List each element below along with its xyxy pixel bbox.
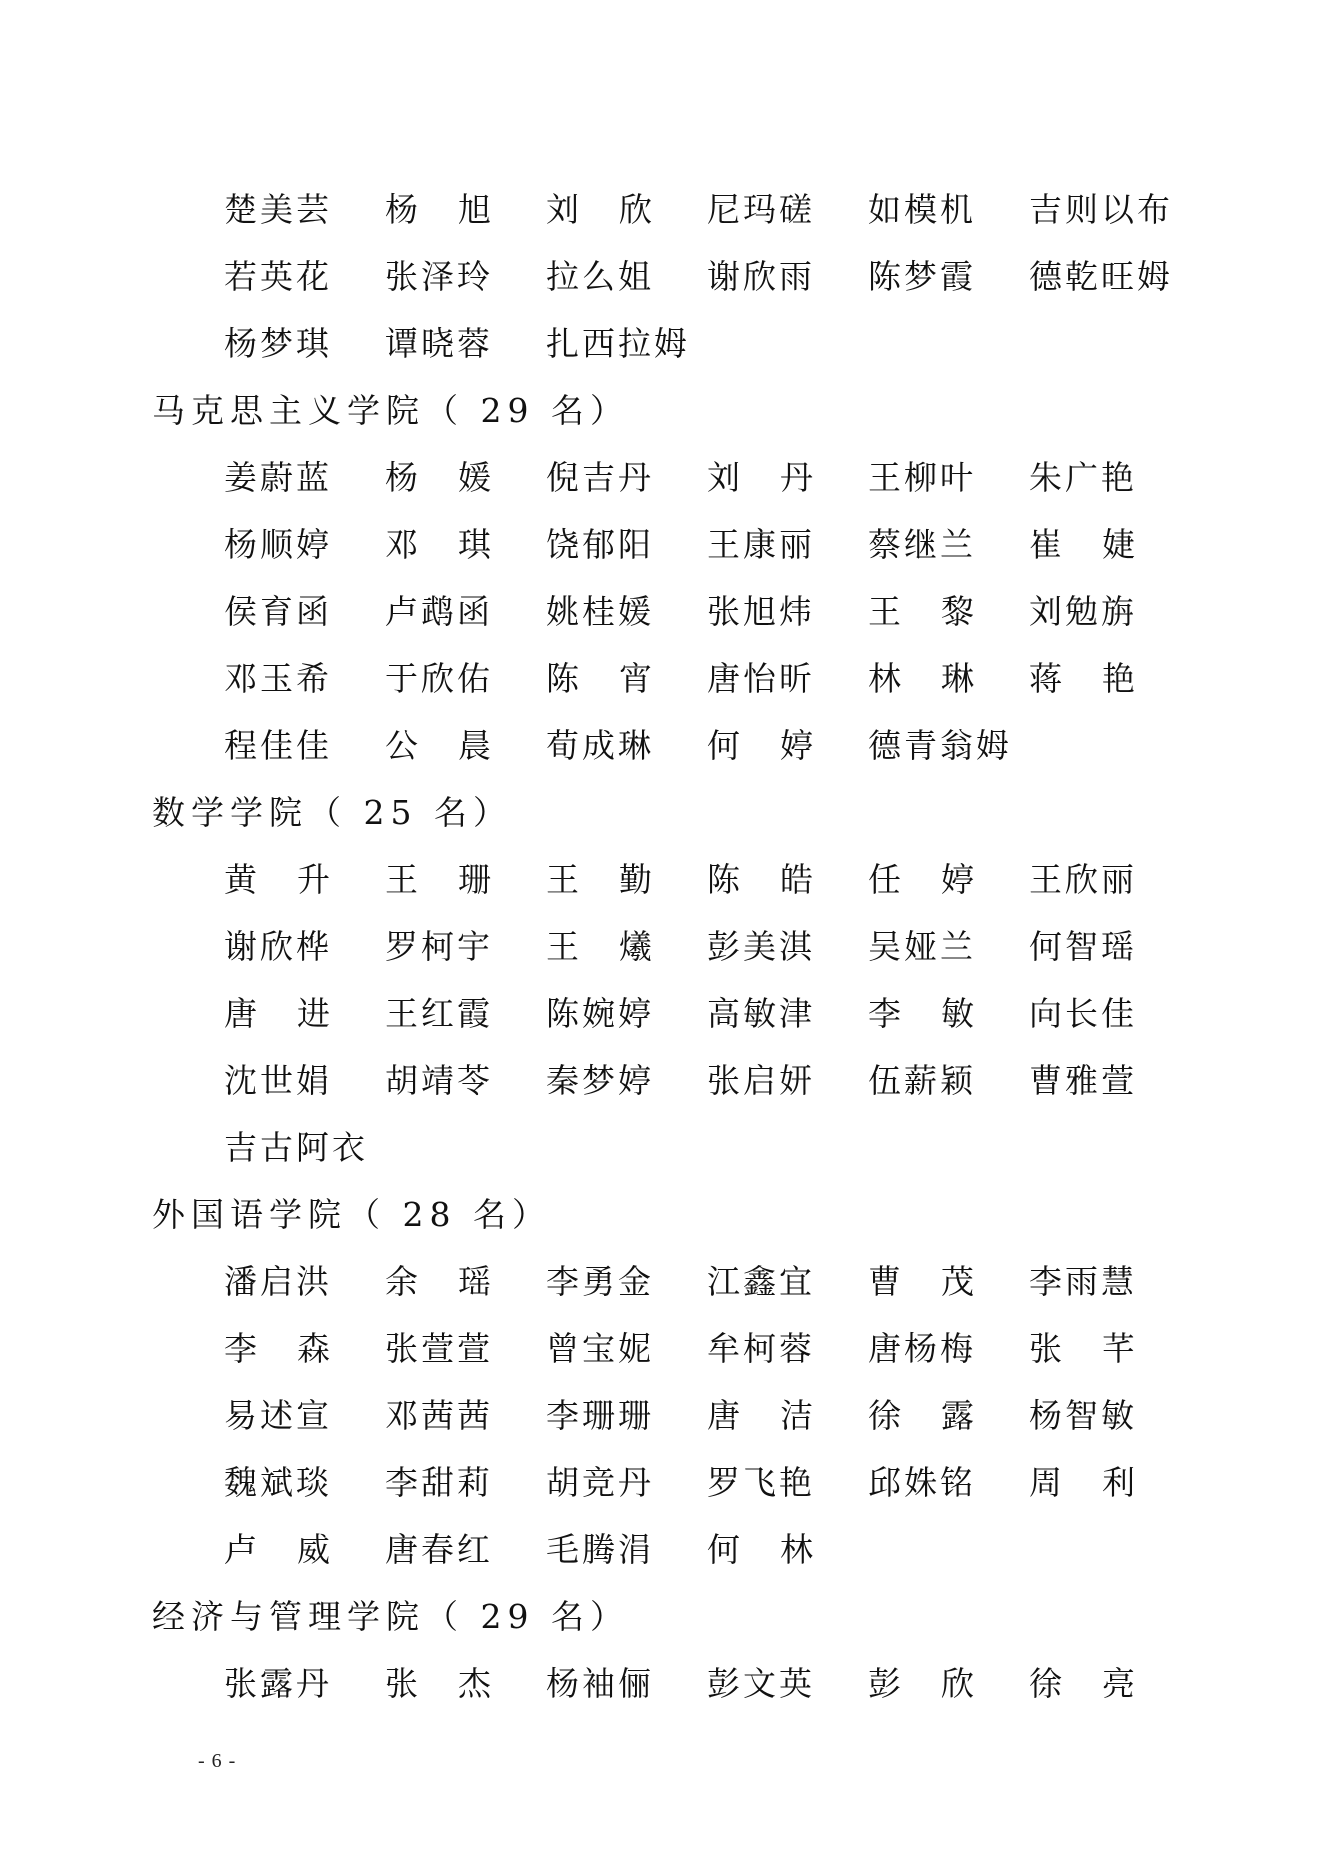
person-name: 王珊 — [385, 860, 531, 899]
person-name: 姜蔚蓝 — [224, 458, 332, 497]
person-name: 谢欣桦 — [224, 927, 332, 966]
person-name: 姚桂媛 — [546, 592, 654, 631]
person-name: 张启妍 — [707, 1061, 815, 1100]
name-row — [188, 511, 1188, 578]
person-name: 何智瑶 — [1029, 927, 1137, 966]
name-row — [188, 1449, 1188, 1516]
name-row — [188, 243, 1188, 310]
person-name: 余瑶 — [385, 1262, 531, 1301]
person-name: 林琳 — [868, 659, 1014, 698]
person-name: 高敏津 — [707, 994, 815, 1033]
person-name: 杨梦琪 — [224, 324, 332, 363]
person-name: 张萱萱 — [385, 1329, 493, 1368]
person-name: 邓玉希 — [224, 659, 332, 698]
person-name: 彭欣 — [868, 1664, 1014, 1703]
person-name: 邓琪 — [385, 525, 531, 564]
person-name: 李雨慧 — [1029, 1262, 1137, 1301]
person-name: 李珊珊 — [546, 1396, 654, 1435]
name-row — [188, 980, 1188, 1047]
section-block — [152, 1583, 1188, 1717]
person-name: 邱姝铭 — [868, 1463, 976, 1502]
person-name: 徐露 — [868, 1396, 1014, 1435]
person-name: 吴娅兰 — [868, 927, 976, 966]
person-name: 杨袖俪 — [546, 1664, 654, 1703]
person-name: 饶郁阳 — [546, 525, 654, 564]
person-name: 胡靖苓 — [385, 1061, 493, 1100]
person-name: 李敏 — [868, 994, 1014, 1033]
person-name: 陈梦霞 — [868, 257, 976, 296]
section-heading: 经济与管理学院（ 29 名） — [152, 1597, 629, 1636]
person-name: 曾宝妮 — [546, 1329, 654, 1368]
person-name: 刘欣 — [546, 190, 692, 229]
name-row — [188, 712, 1188, 779]
person-name: 刘勉旃 — [1029, 592, 1137, 631]
person-name: 王勤 — [546, 860, 692, 899]
name-row — [188, 176, 1188, 243]
name-list-content — [152, 176, 1188, 1717]
section-heading: 数学学院（ 25 名） — [152, 793, 512, 832]
name-row — [188, 1248, 1188, 1315]
person-name: 何婷 — [707, 726, 853, 765]
person-name: 朱广艳 — [1029, 458, 1137, 497]
person-name: 杨智敏 — [1029, 1396, 1137, 1435]
person-name: 伍薪颖 — [868, 1061, 976, 1100]
person-name: 楚美芸 — [224, 190, 332, 229]
person-name: 唐洁 — [707, 1396, 853, 1435]
person-name: 谢欣雨 — [707, 257, 815, 296]
name-row — [188, 1114, 1188, 1181]
person-name: 邓茜茜 — [385, 1396, 493, 1435]
name-row — [188, 645, 1188, 712]
person-name: 于欣佑 — [385, 659, 493, 698]
person-name: 蔡继兰 — [868, 525, 976, 564]
name-row — [188, 1650, 1188, 1717]
person-name: 王欣丽 — [1029, 860, 1137, 899]
person-name: 陈宵 — [546, 659, 692, 698]
section-block — [152, 377, 1188, 779]
person-name: 唐杨梅 — [868, 1329, 976, 1368]
person-name: 程佳佳 — [224, 726, 332, 765]
name-row — [188, 310, 1188, 377]
person-name: 唐春红 — [385, 1530, 493, 1569]
person-name: 张杰 — [385, 1664, 531, 1703]
person-name: 倪吉丹 — [546, 458, 654, 497]
name-row — [188, 913, 1188, 980]
person-name: 德乾旺姆 — [1029, 257, 1173, 296]
person-name: 易述宣 — [224, 1396, 332, 1435]
person-name: 吉则以布 — [1029, 190, 1173, 229]
person-name: 曹茂 — [868, 1262, 1014, 1301]
name-row — [188, 1516, 1188, 1583]
person-name: 黄升 — [224, 860, 370, 899]
page-number: - 6 - — [198, 1750, 237, 1772]
person-name: 王爔 — [546, 927, 692, 966]
person-name: 彭美淇 — [707, 927, 815, 966]
person-name: 如模机 — [868, 190, 976, 229]
person-name: 江鑫宜 — [707, 1262, 815, 1301]
person-name: 李甜莉 — [385, 1463, 493, 1502]
person-name: 陈婉婷 — [546, 994, 654, 1033]
section-block — [152, 1181, 1188, 1583]
person-name: 李勇金 — [546, 1262, 654, 1301]
person-name: 杨媛 — [385, 458, 531, 497]
person-name: 侯育函 — [224, 592, 332, 631]
person-name: 罗柯宇 — [385, 927, 493, 966]
person-name: 秦梦婷 — [546, 1061, 654, 1100]
person-name: 牟柯蓉 — [707, 1329, 815, 1368]
person-name: 陈皓 — [707, 860, 853, 899]
person-name: 拉么姐 — [546, 257, 654, 296]
person-name: 胡竞丹 — [546, 1463, 654, 1502]
person-name: 沈世娟 — [224, 1061, 332, 1100]
person-name: 荀成琳 — [546, 726, 654, 765]
person-name: 毛腾涓 — [546, 1530, 654, 1569]
person-name: 李森 — [224, 1329, 370, 1368]
name-row — [188, 1315, 1188, 1382]
name-row — [188, 444, 1188, 511]
person-name: 吉古阿衣 — [224, 1128, 368, 1167]
person-name: 徐亮 — [1029, 1664, 1175, 1703]
person-name: 若英花 — [224, 257, 332, 296]
person-name: 何林 — [707, 1530, 853, 1569]
section-heading: 外国语学院（ 28 名） — [152, 1195, 551, 1234]
person-name: 张泽玲 — [385, 257, 493, 296]
person-name: 谭晓蓉 — [385, 324, 493, 363]
person-name: 尼玛磋 — [707, 190, 815, 229]
person-name: 卢鹉函 — [385, 592, 493, 631]
person-name: 曹雅萱 — [1029, 1061, 1137, 1100]
name-row — [188, 846, 1188, 913]
person-name: 周利 — [1029, 1463, 1175, 1502]
section-block — [152, 779, 1188, 1181]
section-heading: 马克思主义学院（ 29 名） — [152, 391, 629, 430]
person-name: 蒋艳 — [1029, 659, 1175, 698]
name-row — [188, 1382, 1188, 1449]
person-name: 唐怡昕 — [707, 659, 815, 698]
person-name: 杨顺婷 — [224, 525, 332, 564]
person-name: 扎西拉姆 — [546, 324, 690, 363]
person-name: 张露丹 — [224, 1664, 332, 1703]
name-row — [188, 578, 1188, 645]
person-name: 唐进 — [224, 994, 370, 1033]
person-name: 罗飞艳 — [707, 1463, 815, 1502]
name-row — [188, 1047, 1188, 1114]
person-name: 任婷 — [868, 860, 1014, 899]
person-name: 德青翁姆 — [868, 726, 1012, 765]
person-name: 王红霞 — [385, 994, 493, 1033]
person-name: 张芊 — [1029, 1329, 1175, 1368]
person-name: 王柳叶 — [868, 458, 976, 497]
person-name: 王康丽 — [707, 525, 815, 564]
person-name: 彭文英 — [707, 1664, 815, 1703]
person-name: 刘丹 — [707, 458, 853, 497]
person-name: 崔婕 — [1029, 525, 1175, 564]
person-name: 公晨 — [385, 726, 531, 765]
person-name: 向长佳 — [1029, 994, 1137, 1033]
section-block — [188, 176, 1188, 377]
person-name: 卢威 — [224, 1530, 370, 1569]
person-name: 杨旭 — [385, 190, 531, 229]
person-name: 王黎 — [868, 592, 1014, 631]
person-name: 张旭炜 — [707, 592, 815, 631]
person-name: 潘启洪 — [224, 1262, 332, 1301]
person-name: 魏斌琰 — [224, 1463, 332, 1502]
